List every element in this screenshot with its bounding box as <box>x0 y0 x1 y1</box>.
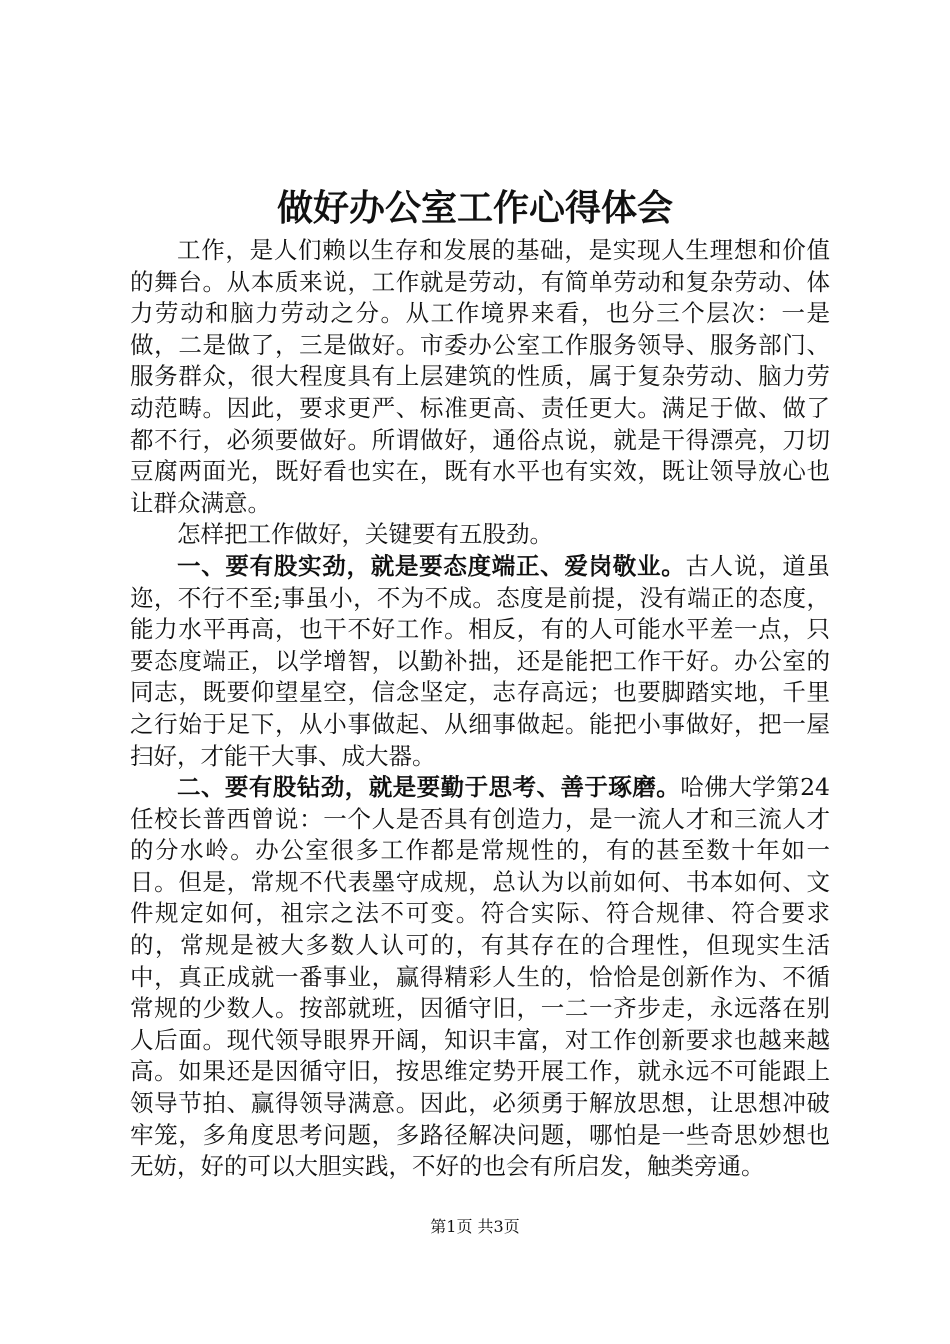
paragraph-lead-heading: 一、要有股实劲，就是要态度端正、爱岗敬业。 <box>177 551 686 580</box>
paragraph-point-1 <box>130 551 830 772</box>
paragraph-text: 古人说，道虽迩，不行不至;事虽小，不为不成。态度是前提，没有端正的态度，能力水平再高，也干不好工作。相反，有的人可能水平差一点，只要态度端正，以学增智，以勤补拙，还是能把工作干好。办公室的同志，既要仰望星空，信念坚定，志存高远；也要脚踏实地，千里之行始于足下，从小事做起、从细事做起。能把小事做好，把一屋扫好，才能干大事、成大器。 <box>130 551 831 770</box>
paragraph-text: 哈佛大学第24任校长普西曾说：一个人是否具有创造力，是一流人才和三流人才的分水岭。办公室很多工作都是常规性的，有的甚至数十年如一日。但是，常规不代表墨守成规，总认为以前如何、书本如何、文件规定如何，祖宗之法不可变。符合实际、符合规律、符合要求的，常规是被大多数人认可的，有其存在的合理性，但现实生活中，真正成就一番事业，赢得精彩人生的，恰恰是创新作为、不循常规的少数人。按部就班，因循守旧，一二一齐步走，永远落在别人后面。现代领导眼界开阔，知识丰富，对工作创新要求也越来越高。如果还是因循守旧，按思维定势开展工作，就永远不可能跟上领导节拍、赢得领导满意。因此，必须勇于解放思想，让思想冲破牢笼，多角度思考问题，多路径解决问题，哪怕是一些奇思妙想也无妨，好的可以大胆实践，不好的也会有所启发，触类旁通。 <box>130 773 831 1181</box>
paragraph-intro <box>130 235 830 519</box>
paragraph-lead-heading: 二、要有股钻劲，就是要勤于思考、善于琢磨。 <box>177 773 681 802</box>
document-title: 做好办公室工作心得体会 <box>276 187 673 229</box>
paragraph-point-2 <box>130 772 830 1183</box>
document-body <box>130 235 830 1183</box>
page-footer: 第1页 共3页 <box>430 1217 520 1236</box>
paragraph-overview <box>130 519 830 551</box>
paragraph-text: 怎样把工作做好，关键要有五股劲。 <box>177 520 553 549</box>
paragraph-text: 工作，是人们赖以生存和发展的基础，是实现人生理想和价值的舞台。从本质来说，工作就是劳动，有简单劳动和复杂劳动、体力劳动和脑力劳动之分。从工作境界来看，也分三个层次：一是做，二是做了，三是做好。市委办公室工作服务领导、服务部门、服务群众，很大程度具有上层建筑的性质，属于复杂劳动、脑力劳动范畴。因此，要求更严、标准更高、责任更大。满足于做、做了都不行，必须要做好。所谓做好，通俗点说，就是干得漂亮，刀切豆腐两面光，既好看也实在，既有水平也有实效，既让领导放心也让群众满意。 <box>130 236 830 517</box>
